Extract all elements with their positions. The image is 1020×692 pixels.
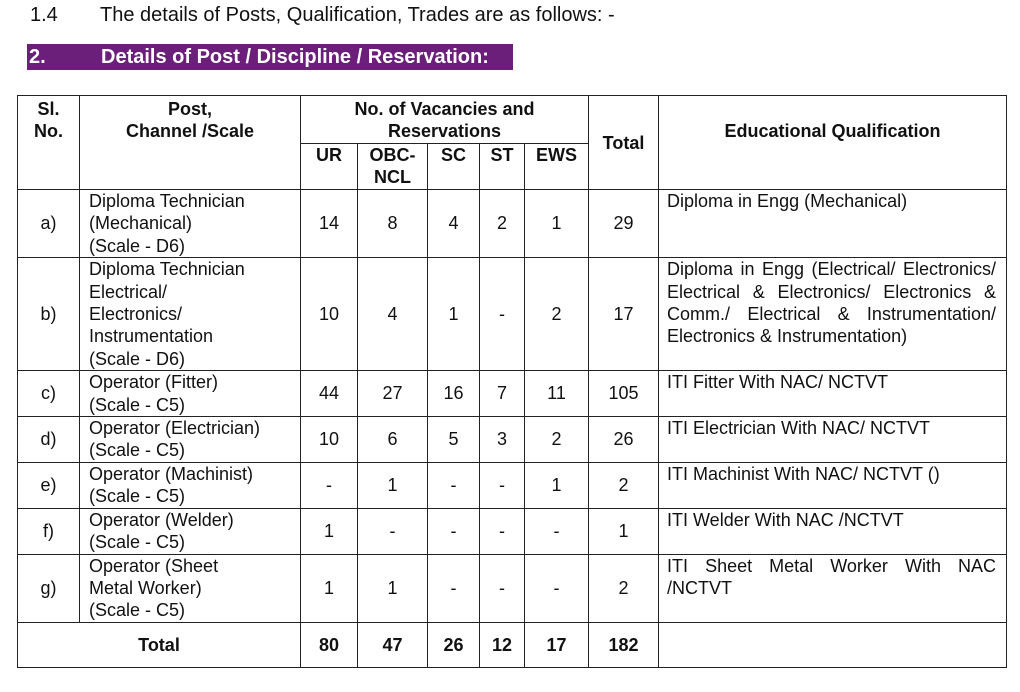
totals-label: Total [18,622,301,667]
row-total: 105 [589,371,659,417]
row-ur: - [301,462,358,508]
row-post [80,554,301,622]
row-ews: - [525,508,589,554]
row-sl: c) [18,371,80,417]
row-obc: 6 [358,417,428,463]
row-ews: 1 [525,190,589,258]
totals-total: 182 [589,622,659,667]
row-sl: b) [18,258,80,371]
post-line: Electrical/ [89,281,168,302]
header-vacancies: No. of Vacancies and Reservations [301,96,589,144]
header-qualification: Educational Qualification [659,96,1007,190]
row-total: 2 [589,462,659,508]
post-line: (Scale - D6) [89,235,186,256]
row-qualification: ITI Machinist With NAC/ NCTVT () [659,462,1007,508]
row-ews: 2 [525,417,589,463]
row-sc: 1 [428,258,480,371]
row-st: - [480,508,525,554]
row-ews: 1 [525,462,589,508]
totals-empty [659,622,1007,667]
row-obc: 27 [358,371,428,417]
table-row [18,371,1007,417]
row-sc: - [428,554,480,622]
row-st: - [480,462,525,508]
row-obc: 1 [358,554,428,622]
row-post [80,371,301,417]
row-sc: 16 [428,371,480,417]
row-ur: 1 [301,554,358,622]
row-qualification: Diploma in Engg (Mechanical) [659,190,1007,258]
row-st: - [480,554,525,622]
table-row [18,554,1007,622]
row-obc: 1 [358,462,428,508]
totals-ur: 80 [301,622,358,667]
post-line: Diploma Technician [89,259,245,280]
vacancy-table [17,95,1007,668]
row-sl: f) [18,508,80,554]
row-total: 26 [589,417,659,463]
post-line: Electronics/ [89,304,183,325]
row-qualification: ITI Sheet Metal Worker With NAC /NCTVT [659,554,1007,622]
header-sl-no: Sl. No. [18,96,80,190]
post-line: Operator (Welder) [89,509,234,530]
row-ews: 11 [525,371,589,417]
row-post [80,417,301,463]
post-line: Operator (Fitter) [89,372,219,393]
header-post-line2: Channel /Scale [125,121,255,141]
totals-obc: 47 [358,622,428,667]
header-post [80,96,301,190]
post-line: Operator (Sheet [89,555,219,576]
header-st: ST [480,144,525,190]
post-line: (Scale - C5) [89,600,186,621]
table-row [18,508,1007,554]
post-line: (Scale - C5) [89,486,186,507]
totals-ews: 17 [525,622,589,667]
row-sc: 4 [428,190,480,258]
post-line: Operator (Electrician) [89,418,261,439]
row-st: 2 [480,190,525,258]
row-st: 3 [480,417,525,463]
row-total: 29 [589,190,659,258]
row-sc: 5 [428,417,480,463]
post-line: Instrumentation [89,326,214,347]
row-st: 7 [480,371,525,417]
row-sl: g) [18,554,80,622]
table-row [18,462,1007,508]
row-sl: a) [18,190,80,258]
row-qualification: ITI Fitter With NAC/ NCTVT [659,371,1007,417]
row-obc: - [358,508,428,554]
section-heading [27,44,513,70]
table-row [18,417,1007,463]
intro-text: The details of Posts, Qualification, Trades are as follows: - [100,4,615,26]
row-ews: 2 [525,258,589,371]
header-sc: SC [428,144,480,190]
row-post [80,462,301,508]
intro-line [30,4,615,27]
row-sc: - [428,462,480,508]
row-qualification: ITI Electrician With NAC/ NCTVT [659,417,1007,463]
row-ews: - [525,554,589,622]
header-ews: EWS [525,144,589,190]
section-title: Details of Post / Discipline / Reservation: [101,46,489,68]
row-obc: 4 [358,258,428,371]
post-line: (Mechanical) [89,213,193,234]
row-qualification: ITI Welder With NAC /NCTVT [659,508,1007,554]
post-line: Diploma Technician [89,191,245,211]
row-qualification: Diploma in Engg (Electrical/ Electronics/ Electrical & Electronics/ Electronics & Comm./ Electrical & Instrumentation/ Electronics & Instrumentation) [659,258,1007,371]
row-ur: 10 [301,417,358,463]
post-line: Metal Worker) [89,577,202,598]
row-sl: d) [18,417,80,463]
post-line: (Scale - C5) [89,532,186,553]
row-post [80,190,301,258]
row-ur: 44 [301,371,358,417]
post-line: Operator (Machinist) [89,463,254,484]
header-total: Total [589,96,659,190]
row-total: 2 [589,554,659,622]
section-number: 2. [29,46,46,68]
row-total: 1 [589,508,659,554]
row-ur: 10 [301,258,358,371]
row-ur: 14 [301,190,358,258]
post-line: (Scale - D6) [89,348,186,369]
header-obc-ncl: OBC-NCL [358,144,428,190]
row-sl: e) [18,462,80,508]
table-row [18,190,1007,258]
row-total: 17 [589,258,659,371]
row-ur: 1 [301,508,358,554]
header-post-line1: Post, [167,99,212,119]
totals-row [18,622,1007,667]
post-line: (Scale - C5) [89,394,186,415]
intro-number: 1.4 [30,4,58,26]
row-obc: 8 [358,190,428,258]
header-ur: UR [301,144,358,190]
totals-sc: 26 [428,622,480,667]
row-post [80,508,301,554]
row-st: - [480,258,525,371]
row-sc: - [428,508,480,554]
totals-st: 12 [480,622,525,667]
table-row [18,258,1007,371]
row-post [80,258,301,371]
post-line: (Scale - C5) [89,440,186,461]
